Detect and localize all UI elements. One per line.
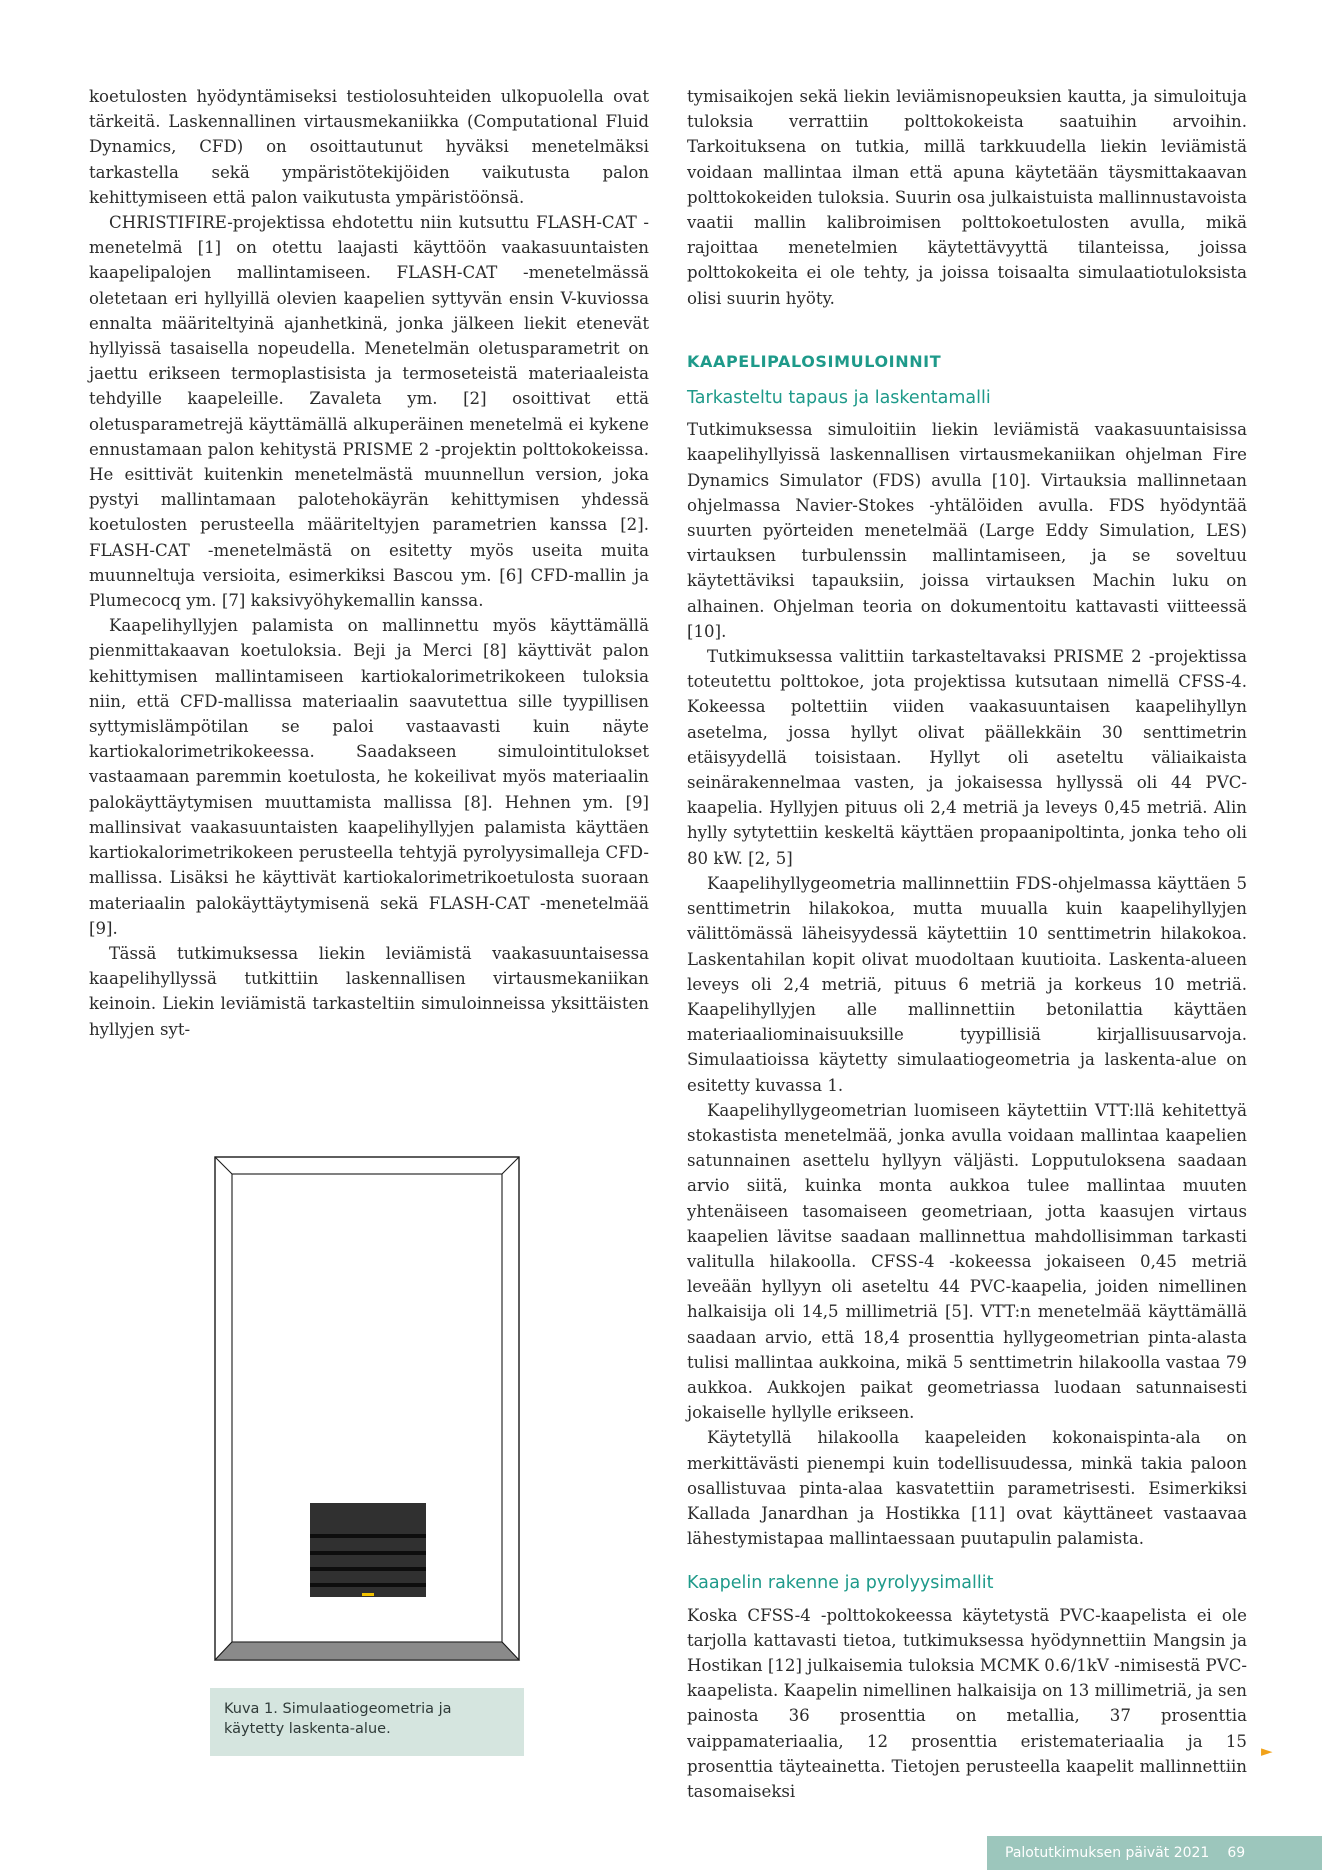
figure-caption: Kuva 1. Simulaatiogeometria ja käytetty laskenta-alue.	[210, 1688, 524, 1756]
left-column	[89, 84, 649, 1042]
body-paragraph: Koska CFSS-4 -polttokokeessa käytetystä PVC-kaapelista ei ole tarjolla kattavasti tietoa, tutkimuksessa hyödynnettiin Mangsin ja Hostikan [12] julkaisemia tuloksia MCMK 0.6/1kV -nimisestä PVC-kaapelista. Kaapelin nimellinen halkaisija on 13 millimetriä, ja sen painosta 36 prosenttia on metallia, 37 prosenttia vaippamateriaalia, 12 prosenttia eristemateriaalia ja 15 prosenttia täyteainetta. Tietojen perusteella kaapelit mallinnettiin tasomaiseksi	[687, 1605, 1247, 1801]
body-paragraph: Kaapelihyllyjen palamista on mallinnettu myös käyttämällä pienmittakaavan koetuloksia. Beji ja Merci [8] käyttivät palon kehittymisen mallintamiseen kartiokalorimetrikokeen tuloksia niin, että CFD-mallissa materiaalin saavutettua sille tyypillisen syttymislämpötilan se paloi vastaavasti kuin näyte kartiokalorimetrikokeessa. Saadakseen simulointitulokset vastaamaan paremmin koetulosta, he kokeilivat myös materiaalin palokäyttäytymisen muuttamista mallissa [8]. Hehnen ym. [9] mallinsivat vaakasuuntaisten kaapelihyllyjen palamista käyttäen kartiokalorimetrikokeen perusteella tehtyjä pyrolyysimalleja CFD-mallissa. Lisäksi he käyttivät kartiokalorimetrikoetulosta suoraan materiaalin palokäyttäytymisenä sekä FLASH-CAT -menetelmää [9].	[89, 616, 649, 938]
page-number: 69	[1227, 1845, 1246, 1861]
body-paragraph: Kaapelihyllygeometria mallinnettiin FDS-ohjelmassa käyttäen 5 senttimetrin hilakokoa, mutta muualla kuin kaapelihyllyjen välittömässä läheisyydessä käytettiin 10 senttimetrin hilakokoa. Laskentahilan kopit olivat muodoltaan kuutioita. Laskenta-alueen leveys oli 2,4 metriä, pituus 6 metriä ja korkeus 10 metriä. Kaapelihyllyjen alle mallinnettiin betonilattia käyttäen materiaaliominaisuuksille tyypillisiä kirjallisuusarvoja. Simulaatioissa käytetty simulaatiogeometria ja laskenta-alue on esitetty kuvassa 1.	[687, 873, 1247, 1095]
subsection-heading: Kaapelin rakenne ja pyrolyysimallit	[687, 1573, 994, 1594]
right-column	[687, 84, 1247, 1804]
body-paragraph: CHRISTIFIRE-projektissa ehdotettu niin kutsuttu FLASH-CAT -menetelmä [1] on otettu laajasti käyttöön vaakasuuntaisten kaapelipalojen mallintamiseen. FLASH-CAT -menetelmässä oletetaan eri hyllyillä olevien kaapelien syttyvän ensin V-kuviossa ennalta määriteltyinä ajanhetkinä, jonka jälkeen liekit etenevät hyllyissä tasaisella nopeudella. Menetelmän oletusparametrit on jaettu erikseen termoplastisista ja termoseteistä materiaaleista tehdyille kaapeleille. Zavaleta ym. [2] osoittivat että oletusparametrejä käyttämällä alkuperäinen menetelmä ei kykene ennustamaan palon kehitystä PRISME 2 -projektin polttokokeissa. He esittivät kuitenkin menetelmästä muunnellun version, joka pystyi mallintamaan palotehokäyrän kehittymisen yhdessä koetulosten perusteella määriteltyjen parametrien kanssa [2]. FLASH-CAT -menetelmästä on esitetty myös useita muita muunneltuja versioita, esimerkiksi Bascou ym. [6] CFD-mallin ja Plumecocq ym. [7] kaksivyöhykemallin kanssa.	[89, 213, 649, 611]
continue-arrow-icon: ►	[1261, 1742, 1273, 1760]
body-paragraph: Kaapelihyllygeometrian luomiseen käytettiin VTT:llä kehitettyä stokastista menetelmää, jonka avulla voidaan mallintaa kaapelien satunnainen asettelu hyllyyn väljästi. Lopputuloksena saadaan arvio siitä, kuinka monta aukkoa tulee mallintaa muuten yhtenäiseen tasomaiseen geometriaan, jotta kaasujen virtaus kaapelien lävitse saadaan mallinnettua mahdollisimman tarkasti valitulla hilakoolla. CFSS-4 -kokeessa jokaiseen 0,45 metriä leveään hyllyyn oli aseteltu 44 PVC-kaapelia, joiden nimellinen halkaisija oli 14,5 millimetriä [5]. VTT:n menetelmää käyttämällä saadaan arvio, että 18,4 prosenttia hyllygeometrian pinta-alasta tulisi mallintaa aukkoina, mikä 5 senttimetrin hilakoolla vastaa 79 aukkoa. Aukkojen paikat geometriassa luodaan satunnaisesti jokaiselle hyllylle erikseen.	[687, 1100, 1247, 1423]
page-footer	[987, 1836, 1322, 1870]
footer-title: Palotutkimuksen päivät 2021	[1005, 1845, 1210, 1861]
body-paragraph: Tässä tutkimuksessa liekin leviämistä vaakasuuntaisessa kaapelihyllyssä tutkittiin laskennallisen virtausmekaniikan keinoin. Liekin leviämistä tarkasteltiin simuloinneissa yksittäisten hyllyjen syt-	[89, 943, 649, 1039]
body-paragraph: Käytetyllä hilakoolla kaapeleiden kokonaispinta-ala on merkittävästi pienempi kuin todellisuudessa, minkä takia paloon osallistuvaa pinta-alaa kasvatettiin parametrisesti. Esimerkiksi Kallada Janardhan ja Hostikka [11] ovat käyttäneet vastaavaa lähestymistapaa mallintaessaan puutapulin palamista.	[687, 1428, 1247, 1549]
subsection-heading: Tarkasteltu tapaus ja laskentamalli	[687, 388, 991, 409]
body-paragraph: koetulosten hyödyntämiseksi testiolosuhteiden ulkopuolella ovat tärkeitä. Laskennallinen virtausmekaniikka (Computational Fluid Dynamics, CFD) on osoittautunut hyväksi menetelmäksi tarkastella sekä ympäristötekijöiden vaikutusta palon kehittymiseen että palon vaikutusta ympäristöönsä.	[89, 87, 649, 207]
body-paragraph: tymisaikojen sekä liekin leviämisnopeuksien kautta, ja simuloituja tuloksia verrattiin polttokokeista saatuihin arvoihin. Tarkoituksena on tutkia, millä tarkkuudella liekin leviämistä voidaan mallintaa ilman että apuna käytetään täysmittakaavan polttokokeiden tuloksia. Suurin osa julkaistuista mallinnustavoista vaatii mallin kalibroimisen polttokoetulosten avulla, mikä rajoittaa menetelmien käytettävyyttä tilanteissa, joissa polttokokeita ei ole tehty, ja joissa toisaalta simulaatiotuloksista olisi suurin hyöty.	[687, 87, 1247, 308]
body-paragraph: Tutkimuksessa simuloitiin liekin leviämistä vaakasuuntaisissa kaapelihyllyissä laskennallisen virtausmekaniikan ohjelman Fire Dynamics Simulator (FDS) avulla [10]. Virtauksia mallinnetaan ohjelmassa Navier-Stokes -yhtälöiden avulla. FDS hyödyntää suurten pyörteiden menetelmää (Large Eddy Simulation, LES) virtauksen turbulenssin mallintamiseen, ja se soveltuu käytettäviksi tapauksiin, joissa virtauksen Machin luku on alhainen. Ohjelman teoria on dokumentoitu kattavasti viitteessä [10].	[687, 420, 1247, 641]
body-paragraph: Tutkimuksessa valittiin tarkasteltavaksi PRISME 2 -projektissa toteutettu polttokoe, jota projektissa kutsutaan nimellä CFSS-4. Kokeessa poltettiin viiden vaakasuuntaisen kaapelihyllyn asetelma, jossa hyllyt olivat päällekkäin 30 senttimetrin etäisyydellä toisistaan. Hyllyt oli aseteltu väliaikaista seinärakennelmaa vasten, ja jokaisessa hyllyssä oli 44 PVC-kaapelia. Hyllyjen pituus oli 2,4 metriä ja leveys 0,45 metriä. Alin hylly sytytettiin keskeltä käyttäen propaanipoltinta, jonka teho oli 80 kW. [2, 5]	[687, 647, 1247, 868]
section-heading: KAAPELIPALOSIMULOINNIT	[687, 351, 942, 371]
simulation-geometry-figure	[210, 1155, 522, 1665]
